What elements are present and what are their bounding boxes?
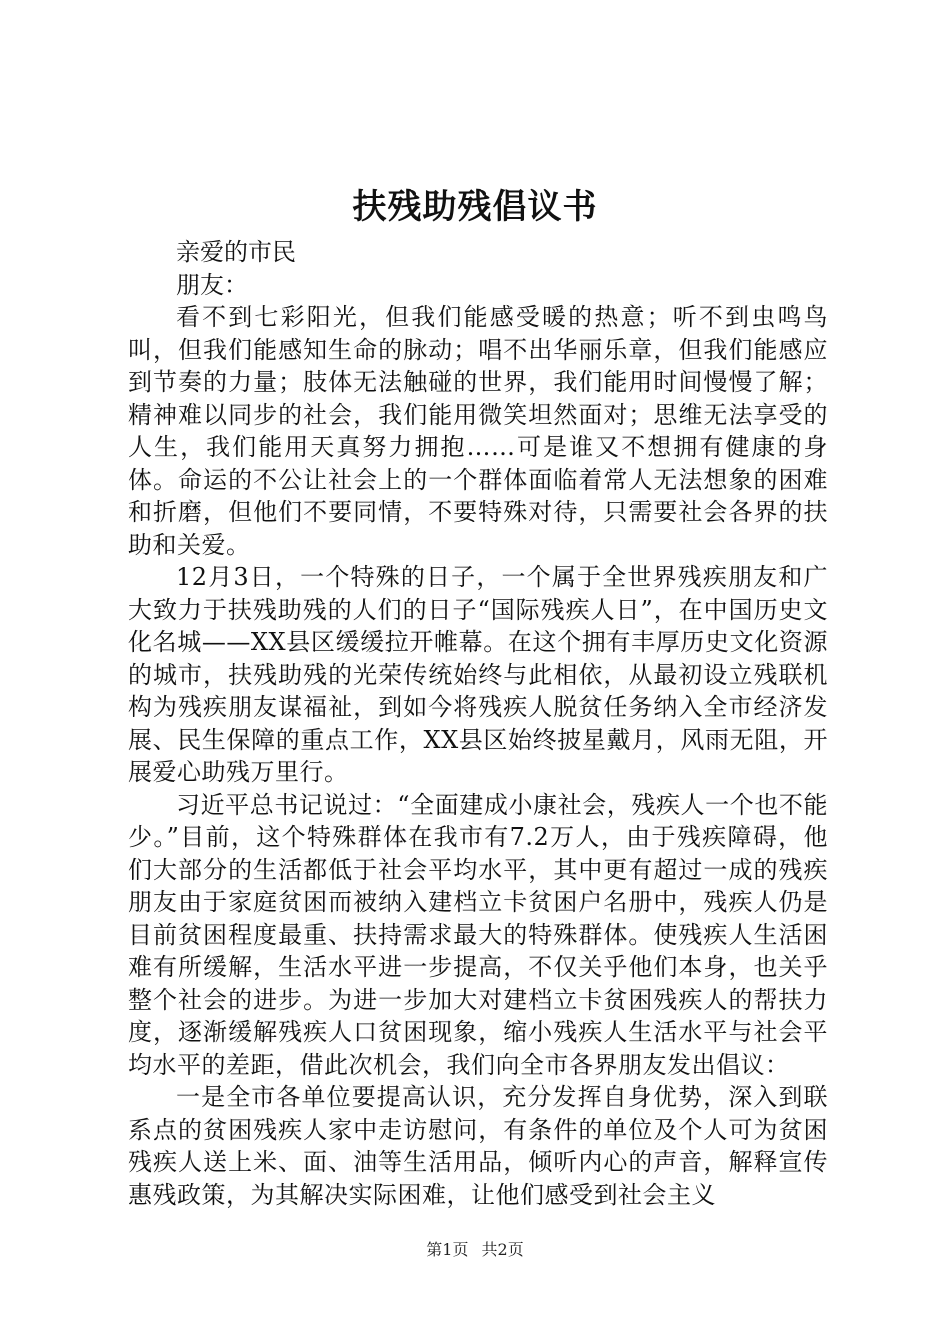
salutation-line-2: 朋友： xyxy=(176,270,248,299)
page-number: 第1页 xyxy=(426,1240,469,1259)
paragraph-1: 看不到七彩阳光，但我们能感受暖的热意；听不到虫鸣鸟叫，但我们能感知生命的脉动；唱不出华丽乐章，但我们能感应到节奏的力量；肢体无法触碰的世界，我们能用时间慢慢了解；精神难以同步的社会，我们能用微笑坦然面对；思维无法享受的人生，我们能用天真努力拥抱……可是谁又不想拥有健康的身体。命运的不公让社会上的一个群体面临着常人无法想象的困难和折磨，但他们不要同情，不要特殊对待，只需要社会各界的扶助和关爱。 xyxy=(128,303,828,559)
paragraph-2: 12月3日，一个特殊的日子，一个属于全世界残疾朋友和广大致力于扶残助残的人们的日子“国际残疾人日”，在中国历史文化名城——XX县区缓缓拉开帷幕。在这个拥有丰厚历史文化资源的城市，扶残助残的光荣传统始终与此相依，从最初设立残联机构为残疾朋友谋福祉，到如今将残疾人脱贫任务纳入全市经济发展、民生保障的重点工作，XX县区始终披星戴月，风雨无阻，开展爱心助残万里行。 xyxy=(128,563,828,786)
document-title: 扶残助残倡议书 xyxy=(352,187,598,227)
paragraph-3: 习近平总书记说过：“全面建成小康社会，残疾人一个也不能少。”目前，这个特殊群体在我市有7.2万人，由于残疾障碍，他们大部分的生活都低于社会平均水平，其中更有超过一成的残疾朋友由于家庭贫困而被纳入建档立卡贫困户名册中，残疾人仍是目前贫困程度最重、扶持需求最大的特殊群体。使残疾人生活困难有所缓解，生活水平进一步提高，不仅关乎他们本身，也关乎整个社会的进步。为进一步加大对建档立卡贫困残疾人的帮扶力度，逐渐缓解残疾人口贫困现象，缩小残疾人生活水平与社会平均水平的差距，借此次机会，我们向全市各界朋友发出倡议： xyxy=(128,790,828,1079)
document-body xyxy=(128,236,828,1211)
salutation-line-1: 亲爱的市民 xyxy=(176,238,296,266)
paragraph-4: 一是全市各单位要提高认识，充分发挥自身优势，深入到联系点的贫困残疾人家中走访慰问，有条件的单位及个人可为贫困残疾人送上米、面、油等生活用品，倾听内心的声音，解释宣传惠残政策，为其解决实际困难，让他们感受到社会主义 xyxy=(128,1083,828,1209)
page-footer xyxy=(0,1237,950,1260)
page-total: 共2页 xyxy=(481,1240,524,1259)
